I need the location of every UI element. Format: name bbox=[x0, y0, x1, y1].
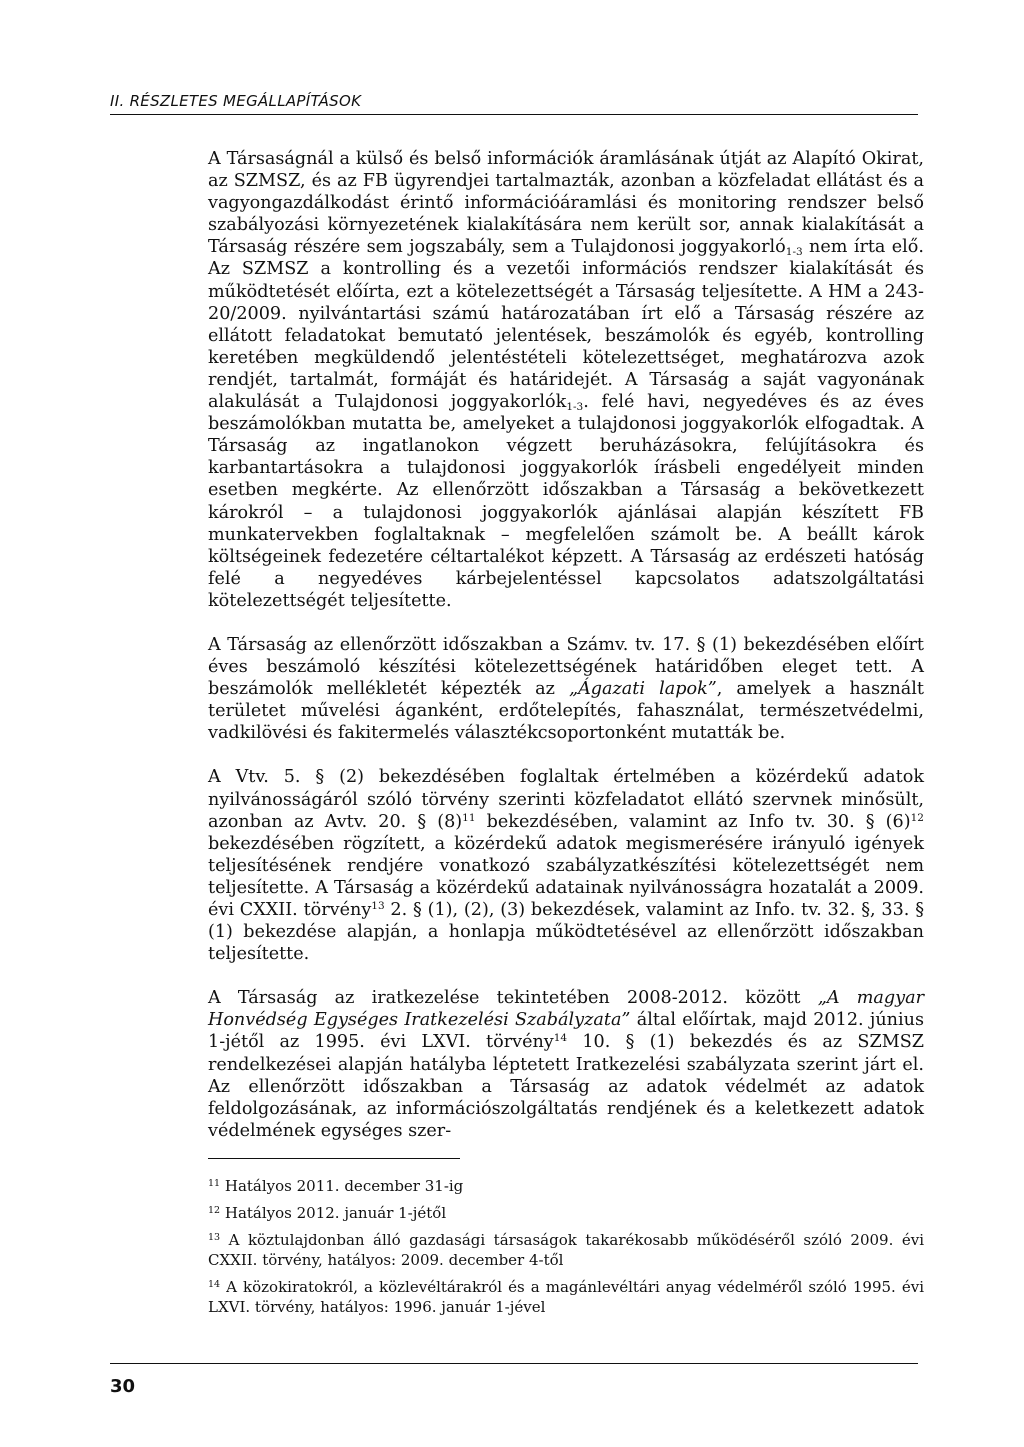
footnote-14 bbox=[208, 1277, 924, 1317]
page-number: 30 bbox=[110, 1376, 136, 1397]
footnote-ref-11: 11 bbox=[462, 811, 476, 824]
p1-text-b: nem írta elő. Az SZMSZ a kontrolling és a vezetői információs rendszer kialakítását és működtetését előírta, ezt a kötelezettségét a Társaság teljesítette. A HM a 243-20/2009. nyilvántartási számú határozatában írt elő a Társaság részére az ellátott feladatokat bemutató jelentések, beszámolók és egyéb, kontrolling keretében megküldendő jelentéstételi kötelezettséget, meghatározva azok rendjét, tartalmát, formáját és határidejét. A Társaság a saját vagyonának alakulását a Tulajdonosi joggyakorlók bbox=[208, 237, 924, 413]
body-text bbox=[208, 148, 924, 1164]
p4-text-a: A Társaság az iratkezelése tekintetében 2008-2012. között bbox=[208, 988, 818, 1009]
footnote-number: 13 bbox=[208, 1232, 221, 1243]
p4-italic: „A magyar Honvédség Egységes Iratkezelési Szabályzata” bbox=[208, 988, 924, 1031]
footnote-number: 14 bbox=[208, 1279, 221, 1290]
p3-text-d: 2. § (1), (2), (3) bekezdések, valamint az Info. tv. 32. §, 33. § (1) bekezdése alapján, a honlapja működtetésével az ellenőrzött időszakban teljesítette. bbox=[208, 900, 924, 965]
p1-subscript-1: 1-3 bbox=[785, 246, 803, 259]
footnote-ref-12: 12 bbox=[910, 811, 924, 824]
p1-text-a: A Társaságnál a külső és belső információk áramlásának útját az Alapító Okirat, az SZMSZ, és az FB ügyrendjei tartalmazták, azonban a közfeladat ellátást és a vagyongazdálkodást érintő információáramlási és monitoring rendszer belső szabályozási környezetének kialakítására nem került sor, annak kialakítását a Társaság részére sem jogszabály, sem a Tulajdonosi joggyakorló bbox=[208, 149, 924, 258]
p2-text-a: A Társaság az ellenőrzött időszakban a Számv. tv. 17. § (1) bekezdésében előírt éves beszámoló készítési kötelezettségének határidőben eleget tett. A beszámolók mellékletét képezték az bbox=[208, 634, 924, 700]
footnote-number: 11 bbox=[208, 1178, 221, 1189]
footer-rule bbox=[110, 1363, 918, 1364]
footnote-text: Hatályos 2011. december 31-ig bbox=[220, 1177, 464, 1195]
paragraph-4 bbox=[208, 987, 924, 1142]
footnote-12 bbox=[208, 1203, 924, 1223]
p3-text-a: A Vtv. 5. § (2) bekezdésében foglaltak értelmében a közérdekű adatok nyilvánosságáról szóló törvény szerinti közfeladatot ellátó szervnek minősült, azonban az Avtv. 20. § (8) bbox=[208, 767, 924, 832]
paragraph-2 bbox=[208, 634, 924, 744]
footnotes bbox=[208, 1176, 924, 1324]
footnote-text: A közokiratokról, a közlevéltárakról és a magánlevéltári anyag védelméről szóló 1995. évi LXVI. törvény, hatályos: 1996. január 1-jével bbox=[208, 1278, 924, 1316]
p4-text-b: által előírtak, majd 2012. június 1-jétől az 1995. évi LXVI. törvény bbox=[208, 1010, 924, 1053]
footnote-text: Hatályos 2012. január 1-jétől bbox=[220, 1204, 447, 1222]
p1-text-c: . felé havi, negyedéves és az éves beszámolókban mutatta be, amelyeket a tulajdonosi joggyakorlók elfogadtak. A Társaság az ingatlanokon végzett beruházásokra, felújításokra és karbantartásokra a tulajdonosi joggyakorlók írásbeli engedélyeit minden esetben megkérte. Az ellenőrzött időszakban a Társaság a bekövetkezett károkról – a tulajdonosi joggyakorlók ajánlásai alapján készített FB munkatervekben foglaltaknak – megfelelően számolt be. A beállt károk költségeinek fedezetére céltartalékot képzett. A Társaság az erdészeti hatóság felé a negyedéves kárbejelentéssel kapcsolatos adatszolgáltatási kötelezettségét teljesítette. bbox=[208, 392, 925, 611]
p1-subscript-2: 1-3 bbox=[566, 401, 584, 414]
footnote-text: A köztulajdonban álló gazdasági társaságok takarékosabb működéséről szóló 2009. évi CXXII. törvény, hatályos: 2009. december 4-től bbox=[208, 1231, 924, 1269]
p2-text-b: , amelyek a használt területet művelési áganként, erdőtelepítés, fahasználat, természetvédelmi, vadkilövési és fakitermelés választékcsoportonként mutatták be. bbox=[208, 679, 924, 744]
footnote-number: 12 bbox=[208, 1205, 221, 1216]
footnote-separator bbox=[208, 1158, 460, 1159]
p4-text-c: 10. § (1) bekezdés és az SZMSZ rendelkezései alapján hatályba léptetett Iratkezelési szabályzata szerint járt el. Az ellenőrzött időszakban a Társaság az adatok védelmét az adatok feldolgozásának, az információszolgáltatás rendjének és a keletkezett adatok védelmének egységes szer- bbox=[208, 1032, 924, 1141]
paragraph-1 bbox=[208, 148, 924, 612]
footnote-13 bbox=[208, 1230, 924, 1270]
p3-text-b: bekezdésében, valamint az Info tv. 30. § (6) bbox=[475, 811, 911, 832]
footnote-11 bbox=[208, 1176, 924, 1196]
header-title: II. RÉSZLETES MEGÁLLAPÍTÁSOK bbox=[110, 92, 362, 110]
footnote-ref-14: 14 bbox=[553, 1032, 568, 1045]
footnote-ref-13: 13 bbox=[371, 900, 385, 912]
running-header bbox=[110, 92, 918, 115]
p2-italic: „Ágazati lapok” bbox=[568, 679, 717, 700]
paragraph-3 bbox=[208, 766, 924, 965]
p3-text-c: bekezdésében rögzített, a közérdekű adatok megismerésére irányuló igények teljesítésének rendjére vonatkozó szabályzatkészítési kötelezettségét nem teljesítette. A Társaság a közérdekű adatainak nyilvánosságra hozatalát a 2009. évi CXXII. törvény bbox=[208, 833, 924, 920]
